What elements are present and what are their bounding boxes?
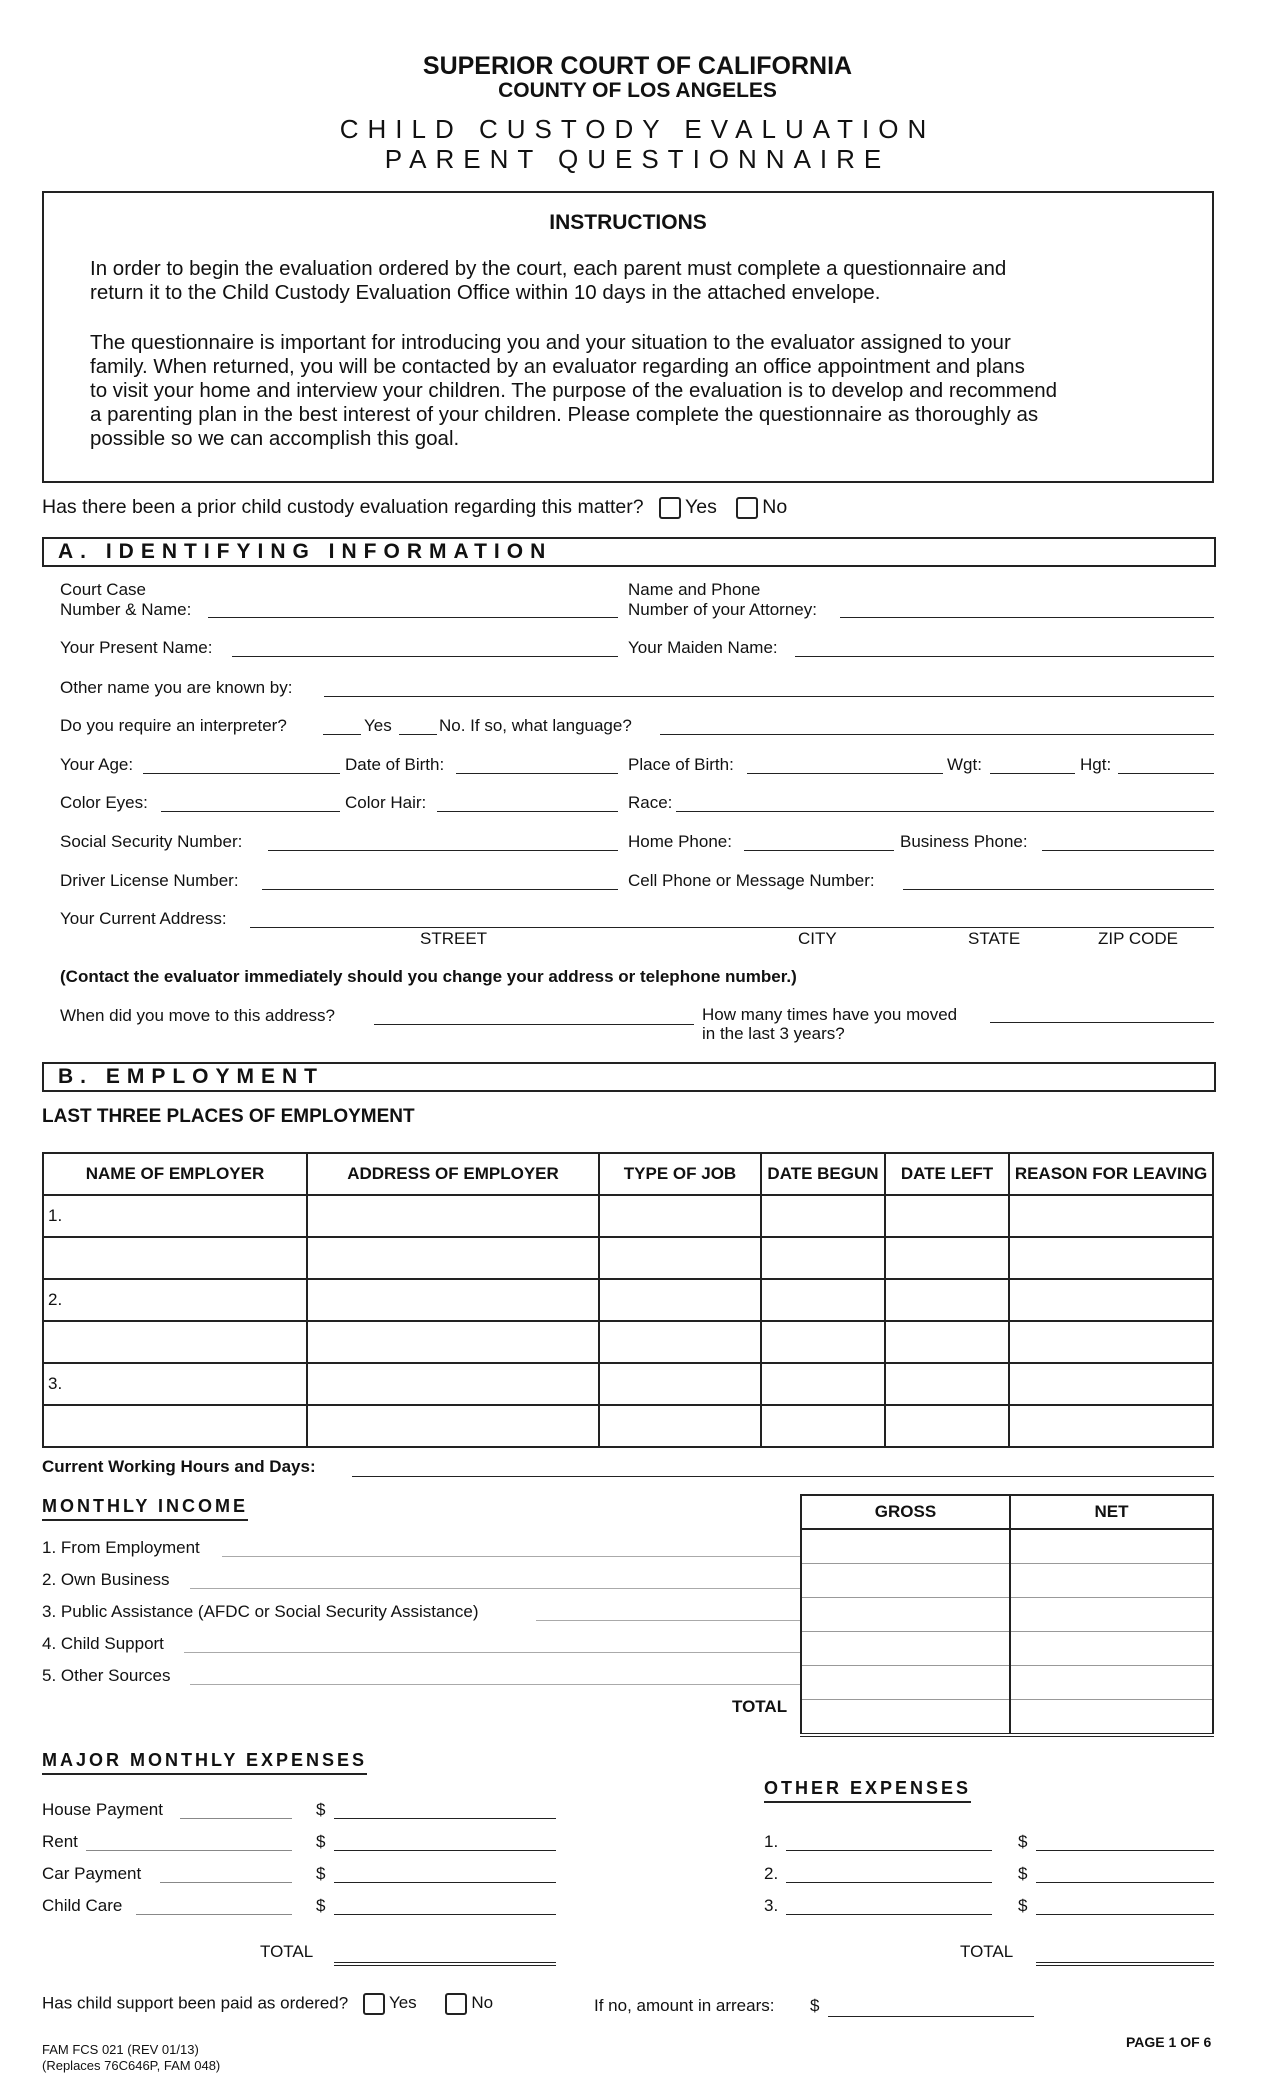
table-row — [43, 1279, 1213, 1321]
table-cell[interactable] — [43, 1237, 307, 1279]
table-cell[interactable] — [1009, 1405, 1213, 1447]
section-a-title: A. IDENTIFYING INFORMATION — [58, 540, 553, 563]
table-cell[interactable] — [1009, 1321, 1213, 1363]
arrears-field[interactable] — [828, 2016, 1034, 2017]
last-three-employment-heading: LAST THREE PLACES OF EMPLOYMENT — [42, 1106, 415, 1127]
contact-note: (Contact the evaluator immediately should you change your address or telephone number.) — [60, 967, 797, 986]
state-label: STATE — [968, 929, 1021, 948]
net-cell[interactable] — [1010, 1598, 1213, 1632]
instructions-line: to visit your home and interview your children. The purpose of the evaluation is to develop and recommend — [90, 379, 1058, 402]
arrears-currency: $ — [810, 1996, 820, 2015]
currency-symbol: $ — [316, 1800, 326, 1819]
table-cell[interactable] — [307, 1405, 599, 1447]
support-no-label: No — [471, 1993, 494, 2013]
expense-item: Rent — [42, 1832, 78, 1851]
table-row — [801, 1598, 1213, 1632]
table-cell[interactable]: 3. — [43, 1363, 307, 1405]
expense-item: Car Payment — [42, 1864, 142, 1883]
other-expense-amount-field[interactable] — [1036, 1914, 1214, 1915]
table-cell[interactable] — [885, 1195, 1009, 1237]
income-line — [536, 1620, 800, 1621]
currency-symbol: $ — [316, 1896, 326, 1915]
income-total-label: TOTAL — [732, 1697, 788, 1716]
support-yes-label: Yes — [388, 1993, 417, 2013]
present-name-label: Your Present Name: — [60, 638, 213, 657]
col-date-left: DATE LEFT — [885, 1153, 1009, 1195]
court-title: SUPERIOR COURT OF CALIFORNIA — [422, 52, 853, 80]
home-phone-label: Home Phone: — [628, 832, 732, 851]
form-replaces: (Replaces 76C646P, FAM 048) — [42, 2058, 221, 2073]
table-cell[interactable] — [307, 1321, 599, 1363]
other-expense-field[interactable] — [786, 1850, 992, 1851]
table-cell[interactable] — [307, 1279, 599, 1321]
table-cell[interactable] — [761, 1363, 885, 1405]
expense-amount-field[interactable] — [334, 1818, 556, 1819]
race-label: Race: — [628, 793, 673, 812]
table-row — [801, 1700, 1213, 1736]
table-cell[interactable] — [1009, 1279, 1213, 1321]
income-item: 4. Child Support — [42, 1634, 164, 1653]
table-cell[interactable] — [599, 1279, 761, 1321]
prior-no-label: No — [762, 496, 788, 518]
other-expense-item: 3. — [764, 1896, 779, 1915]
table-cell[interactable] — [885, 1321, 1009, 1363]
table-cell[interactable] — [1009, 1195, 1213, 1237]
expense-dotted-line — [86, 1850, 292, 1851]
table-cell[interactable] — [43, 1321, 307, 1363]
gross-cell[interactable] — [801, 1632, 1010, 1666]
court-case-field[interactable] — [208, 617, 618, 618]
attorney-label-2: Number of your Attorney: — [628, 600, 817, 619]
court-case-label-2: Number & Name: — [60, 600, 192, 619]
table-cell[interactable] — [1009, 1237, 1213, 1279]
height-label: Hgt: — [1080, 755, 1112, 774]
table-cell[interactable] — [43, 1405, 307, 1447]
table-cell[interactable]: 1. — [43, 1195, 307, 1237]
table-cell[interactable] — [599, 1321, 761, 1363]
prior-no-checkbox[interactable] — [736, 497, 758, 519]
table-row — [801, 1564, 1213, 1598]
col-reason-for-leaving: REASON FOR LEAVING — [1009, 1153, 1213, 1195]
move-date-label: When did you move to this address? — [60, 1006, 335, 1025]
gross-cell[interactable] — [801, 1529, 1010, 1564]
instructions-line: return it to the Child Custody Evaluation Office within 10 days in the attached envelope. — [90, 281, 881, 304]
table-cell[interactable] — [599, 1237, 761, 1279]
table-row — [43, 1363, 1213, 1405]
income-item: 1. From Employment — [42, 1538, 200, 1557]
income-table — [800, 1494, 1214, 1737]
driver-license-field[interactable] — [262, 889, 618, 890]
support-question — [42, 1993, 493, 2015]
expense-amount-field[interactable] — [334, 1914, 556, 1915]
cell-phone-label: Cell Phone or Message Number: — [628, 871, 875, 890]
income-item: 2. Own Business — [42, 1570, 170, 1589]
instructions-line: In order to begin the evaluation ordered by the court, each parent must complete a questionnaire and — [90, 257, 1007, 280]
city-label: CITY — [798, 929, 837, 948]
instructions-line: a parenting plan in the best interest of your children. Please complete the questionnaire as thoroughly as — [90, 403, 1039, 426]
pob-field[interactable] — [747, 773, 943, 774]
court-case-label-1: Court Case — [60, 580, 146, 599]
working-hours-label: Current Working Hours and Days: — [42, 1457, 316, 1476]
support-yes-checkbox[interactable] — [363, 1993, 385, 2015]
income-line — [190, 1588, 800, 1589]
form-title-2: PARENT QUESTIONNAIRE — [384, 144, 891, 174]
prior-yes-checkbox[interactable] — [659, 497, 681, 519]
income-item: 5. Other Sources — [42, 1666, 171, 1685]
col-name-of-employer: NAME OF EMPLOYER — [43, 1153, 307, 1195]
ssn-label: Social Security Number: — [60, 832, 243, 851]
hair-color-field[interactable] — [437, 811, 618, 812]
maiden-name-label: Your Maiden Name: — [628, 638, 778, 657]
table-row — [801, 1666, 1213, 1700]
expense-amount-field[interactable] — [334, 1882, 556, 1883]
address-label: Your Current Address: — [60, 909, 227, 928]
street-label: STREET — [420, 929, 488, 948]
table-cell[interactable] — [307, 1237, 599, 1279]
table-row — [801, 1632, 1213, 1666]
instructions-line: family. When returned, you will be contacted by an evaluator regarding an office appointment and plans — [90, 355, 1025, 378]
other-total-label: TOTAL — [960, 1942, 1014, 1961]
expense-dotted-line — [136, 1914, 292, 1915]
table-cell[interactable] — [599, 1405, 761, 1447]
move-count-label-1: How many times have you moved — [702, 1005, 958, 1024]
expense-dotted-line — [180, 1818, 292, 1819]
other-name-label: Other name you are known by: — [60, 678, 293, 697]
gross-cell[interactable] — [801, 1666, 1010, 1700]
expenses-total-label: TOTAL — [260, 1942, 314, 1961]
move-date-field[interactable] — [374, 1024, 694, 1025]
cell-phone-field[interactable] — [903, 889, 1214, 890]
expense-item: Child Care — [42, 1896, 123, 1915]
other-expense-amount-field[interactable] — [1036, 1882, 1214, 1883]
business-phone-field[interactable] — [1042, 850, 1214, 851]
weight-label: Wgt: — [947, 755, 982, 774]
net-total-cell[interactable] — [1010, 1700, 1213, 1736]
attorney-label-1: Name and Phone — [628, 580, 761, 599]
zip-label: ZIP CODE — [1098, 929, 1178, 948]
business-phone-label: Business Phone: — [900, 832, 1028, 851]
present-name-field[interactable] — [232, 656, 618, 657]
interpreter-question: Do you require an interpreter? — [60, 716, 287, 735]
income-line — [190, 1684, 800, 1685]
currency-symbol: $ — [1018, 1864, 1028, 1883]
table-row — [801, 1529, 1213, 1564]
other-expenses-heading: OTHER EXPENSES — [764, 1778, 971, 1803]
prior-yes-label: Yes — [685, 496, 717, 518]
table-row — [43, 1237, 1213, 1279]
eye-color-label: Color Eyes: — [60, 793, 148, 812]
other-total-field[interactable] — [1036, 1962, 1214, 1966]
table-cell[interactable] — [307, 1195, 599, 1237]
col-address-of-employer: ADDRESS OF EMPLOYER — [307, 1153, 599, 1195]
table-cell[interactable] — [599, 1195, 761, 1237]
currency-symbol: $ — [1018, 1832, 1028, 1851]
eye-color-field[interactable] — [161, 811, 340, 812]
table-cell[interactable] — [761, 1195, 885, 1237]
table-cell[interactable] — [599, 1363, 761, 1405]
other-expense-field[interactable] — [786, 1882, 992, 1883]
interpreter-no-label: No. If so, what language? — [439, 716, 632, 735]
expense-dotted-line — [160, 1882, 292, 1883]
section-b-title: B. EMPLOYMENT — [58, 1065, 325, 1088]
col-type-of-job: TYPE OF JOB — [599, 1153, 761, 1195]
instructions-line: possible so we can accomplish this goal. — [90, 427, 460, 450]
table-cell[interactable]: 2. — [43, 1279, 307, 1321]
gross-cell[interactable] — [801, 1564, 1010, 1598]
gross-total-cell[interactable] — [801, 1700, 1010, 1736]
prior-evaluation-question — [42, 496, 787, 519]
net-cell[interactable] — [1010, 1666, 1213, 1700]
instructions-line: The questionnaire is important for introducing you and your situation to the evaluator assigned to your — [90, 331, 1011, 354]
net-cell[interactable] — [1010, 1632, 1213, 1666]
instructions-box — [42, 191, 1214, 483]
table-cell[interactable] — [307, 1363, 599, 1405]
expenses-total-field[interactable] — [334, 1962, 556, 1966]
gross-cell[interactable] — [801, 1598, 1010, 1632]
move-count-field[interactable] — [990, 1022, 1214, 1023]
interpreter-no-field[interactable] — [399, 734, 437, 735]
pob-label: Place of Birth: — [628, 755, 734, 774]
major-expenses-heading: MAJOR MONTHLY EXPENSES — [42, 1750, 367, 1775]
employment-table — [42, 1152, 1214, 1448]
move-count-label-2: in the last 3 years? — [702, 1024, 845, 1043]
expense-item: House Payment — [42, 1800, 163, 1819]
working-hours-field[interactable] — [352, 1476, 1214, 1477]
instructions-title: INSTRUCTIONS — [549, 211, 707, 234]
net-cell[interactable] — [1010, 1564, 1213, 1598]
table-cell[interactable] — [1009, 1363, 1213, 1405]
income-item: 3. Public Assistance (AFDC or Social Security Assistance) — [42, 1602, 479, 1621]
attorney-field[interactable] — [840, 617, 1214, 618]
currency-symbol: $ — [316, 1832, 326, 1851]
dob-label: Date of Birth: — [345, 755, 445, 774]
income-line — [222, 1556, 800, 1557]
arrears-label: If no, amount in arrears: — [594, 1996, 775, 2015]
currency-symbol: $ — [316, 1864, 326, 1883]
table-cell[interactable] — [761, 1237, 885, 1279]
race-field[interactable] — [676, 811, 1214, 812]
driver-license-label: Driver License Number: — [60, 871, 239, 890]
income-line — [184, 1652, 800, 1653]
form-id: FAM FCS 021 (REV 01/13) — [42, 2042, 199, 2057]
currency-symbol: $ — [1018, 1896, 1028, 1915]
expense-amount-field[interactable] — [334, 1850, 556, 1851]
table-cell[interactable] — [885, 1237, 1009, 1279]
support-question-text: Has child support been paid as ordered? — [42, 1993, 349, 2013]
other-expense-item: 2. — [764, 1864, 779, 1883]
dob-field[interactable] — [456, 773, 618, 774]
language-field[interactable] — [660, 734, 1214, 735]
other-name-field[interactable] — [324, 696, 1214, 697]
table-cell[interactable] — [885, 1363, 1009, 1405]
prior-question-text: Has there been a prior child custody evaluation regarding this matter? — [42, 496, 644, 518]
section-a-header — [42, 537, 1216, 567]
address-field[interactable] — [250, 927, 1214, 928]
net-cell[interactable] — [1010, 1529, 1213, 1564]
support-no-checkbox[interactable] — [445, 1993, 467, 2015]
form-title-1: CHILD CUSTODY EVALUATION — [339, 114, 936, 144]
maiden-name-field[interactable] — [795, 656, 1214, 657]
table-row — [43, 1321, 1213, 1363]
table-row — [43, 1405, 1213, 1447]
other-expense-amount-field[interactable] — [1036, 1850, 1214, 1851]
interpreter-yes-field[interactable] — [323, 734, 361, 735]
table-cell[interactable] — [885, 1405, 1009, 1447]
section-b-header — [42, 1062, 1216, 1092]
net-header: NET — [1010, 1495, 1213, 1529]
col-date-begun: DATE BEGUN — [761, 1153, 885, 1195]
other-expense-item: 1. — [764, 1832, 779, 1851]
county-title: COUNTY OF LOS ANGELES — [498, 79, 777, 102]
other-expense-field[interactable] — [786, 1914, 992, 1915]
table-cell[interactable] — [885, 1279, 1009, 1321]
hair-color-label: Color Hair: — [345, 793, 427, 812]
table-cell[interactable] — [761, 1321, 885, 1363]
interpreter-yes-label: Yes — [364, 716, 392, 735]
table-cell[interactable] — [761, 1405, 885, 1447]
weight-field[interactable] — [990, 773, 1075, 774]
gross-header: GROSS — [801, 1495, 1010, 1529]
home-phone-field[interactable] — [744, 850, 894, 851]
ssn-field[interactable] — [268, 850, 618, 851]
age-label: Your Age: — [60, 755, 134, 774]
table-row — [43, 1195, 1213, 1237]
page-number: PAGE 1 OF 6 — [1126, 2034, 1212, 2050]
monthly-income-heading: MONTHLY INCOME — [42, 1496, 248, 1521]
height-field[interactable] — [1118, 773, 1214, 774]
age-field[interactable] — [143, 773, 340, 774]
table-cell[interactable] — [761, 1279, 885, 1321]
